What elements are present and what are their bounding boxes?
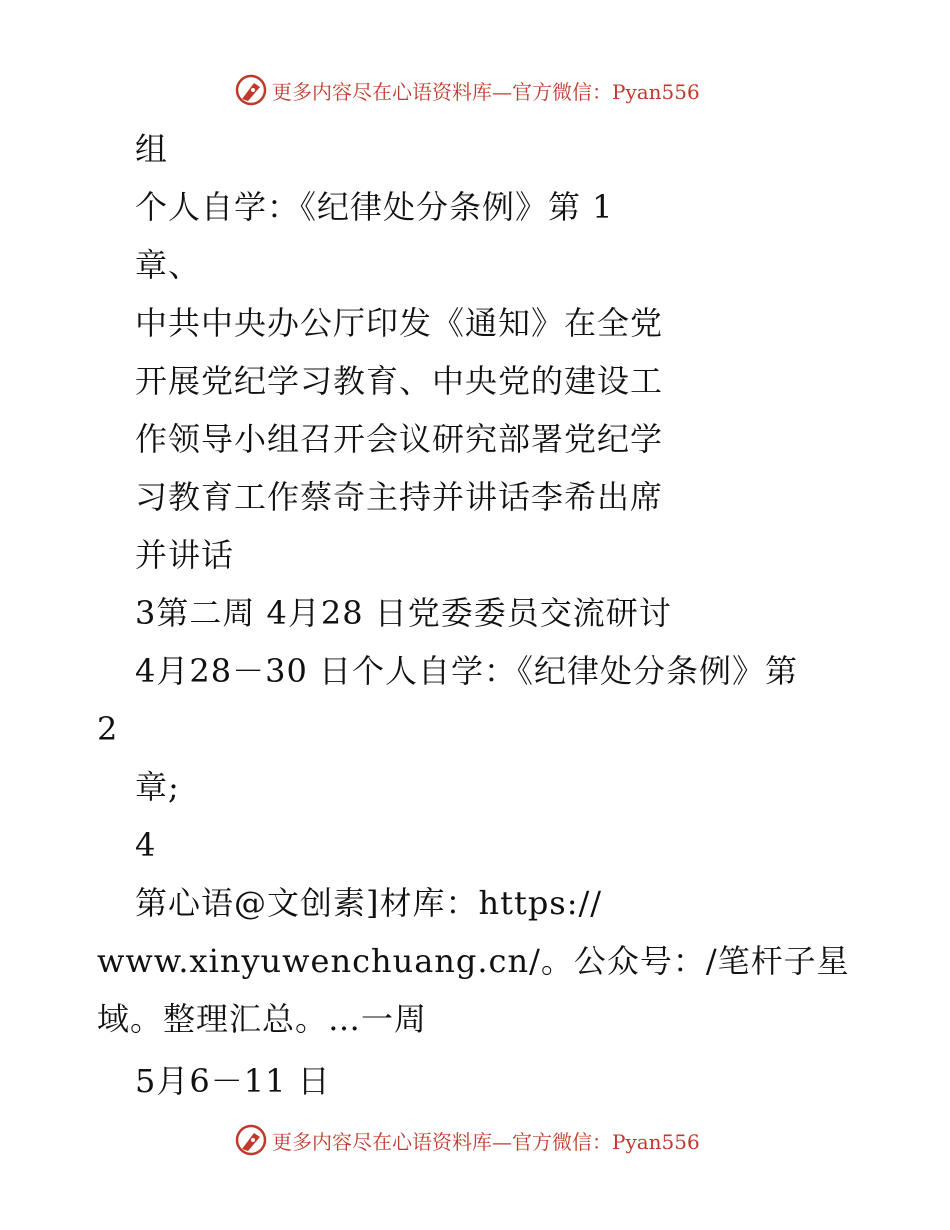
body-line: 3第二周 4月28 日党委委员交流研讨 <box>135 594 672 632</box>
body-line: 作领导小组召开会议研究部署党纪学 <box>135 420 664 458</box>
body-line: 4 <box>135 826 157 864</box>
body-line: 章、 <box>135 246 202 284</box>
body-line: 域。整理汇总。…一周 <box>97 1000 428 1038</box>
body-line: www.xinyuwenchuang.cn/。公众号：/笔杆子星 <box>97 942 850 980</box>
body-line: 5月6－11 日 <box>135 1062 331 1100</box>
header-banner-text: 更多内容尽在心语资料库—官方微信：Pyan556 <box>272 79 700 104</box>
pen-nib-logo-icon <box>234 73 268 107</box>
body-line: 4月28－30 日个人自学：《纪律处分条例》第 <box>135 652 798 690</box>
footer-banner <box>234 1120 700 1160</box>
body-line: 中共中央办公厅印发《通知》在全党 <box>135 304 664 342</box>
body-line: 章; <box>135 768 180 806</box>
body-line: 个人自学：《纪律处分条例》第 1 <box>135 188 614 226</box>
body-line: 组 <box>135 130 169 168</box>
header-banner <box>234 70 700 110</box>
body-line: 第心语@文创素]材库：https:// <box>135 884 603 922</box>
body-line: 习教育工作蔡奇主持并讲话李希出席 <box>135 478 664 516</box>
body-line: 开展党纪学习教育、中央党的建设工 <box>135 362 664 400</box>
body-line: 并讲话 <box>135 536 235 574</box>
body-line: 2 <box>97 710 119 748</box>
footer-banner-text: 更多内容尽在心语资料库—官方微信：Pyan556 <box>272 1129 700 1154</box>
pen-nib-logo-icon <box>234 1123 268 1157</box>
